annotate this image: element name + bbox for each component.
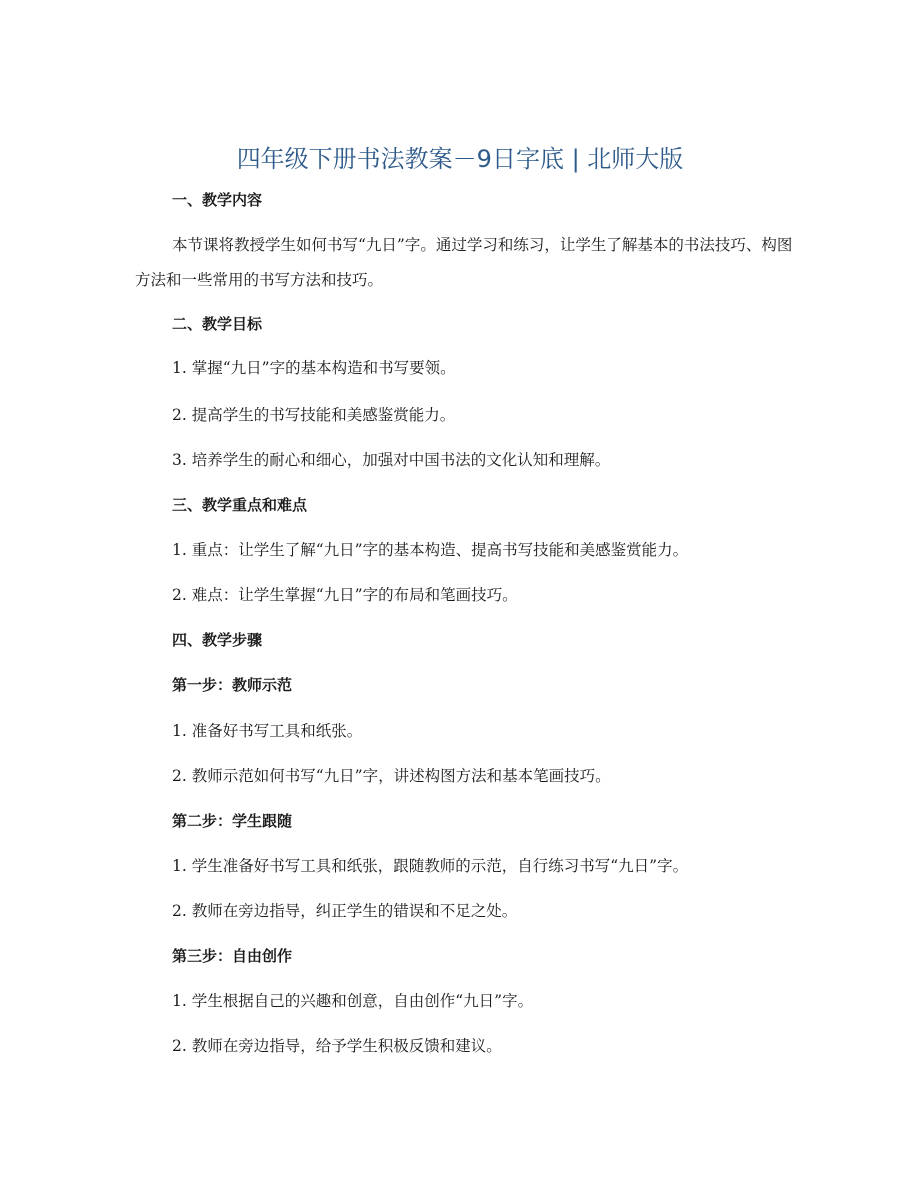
list-item: 1. 掌握“九日”字的基本构造和书写要领。	[172, 359, 456, 377]
section-body-content: 本节课将教授学生如何书写“九日”字。通过学习和练习，让学生了解基本的书法技巧、构图方法和一些常用的书写方法和技巧。	[135, 236, 793, 289]
list-item: 2. 教师在旁边指导，纠正学生的错误和不足之处。	[172, 902, 518, 920]
list-item: 1. 准备好书写工具和纸张。	[172, 722, 363, 740]
list-item: 1. 学生准备好书写工具和纸张，跟随教师的示范，自行练习书写“九日”字。	[172, 857, 689, 875]
list-item: 1. 重点：让学生了解“九日”字的基本构造、提高书写技能和美感鉴赏能力。	[172, 541, 689, 559]
list-item: 2. 提高学生的书写技能和美感鉴赏能力。	[172, 406, 456, 424]
list-item: 1. 学生根据自己的兴趣和创意，自由创作“九日”字。	[172, 992, 534, 1010]
step-heading-1: 第一步：教师示范	[172, 676, 293, 694]
section-heading-content: 一、教学内容	[172, 191, 263, 209]
section-heading-goals: 二、教学目标	[172, 315, 263, 333]
list-item: 2. 教师示范如何书写“九日”字，讲述构图方法和基本笔画技巧。	[172, 767, 611, 785]
document-title: 四年级下册书法教案－9日字底 | 北师大版	[236, 145, 684, 173]
step-heading-3: 第三步：自由创作	[172, 947, 293, 965]
step-heading-2: 第二步：学生跟随	[172, 812, 293, 830]
list-item: 2. 教师在旁边指导，给予学生积极反馈和建议。	[172, 1037, 502, 1055]
section-heading-steps: 四、教学步骤	[172, 631, 263, 649]
list-item: 2. 难点：让学生掌握“九日”字的布局和笔画技巧。	[172, 586, 518, 604]
section-heading-key-points: 三、教学重点和难点	[172, 496, 308, 514]
list-item: 3. 培养学生的耐心和细心，加强对中国书法的文化认知和理解。	[172, 451, 611, 469]
